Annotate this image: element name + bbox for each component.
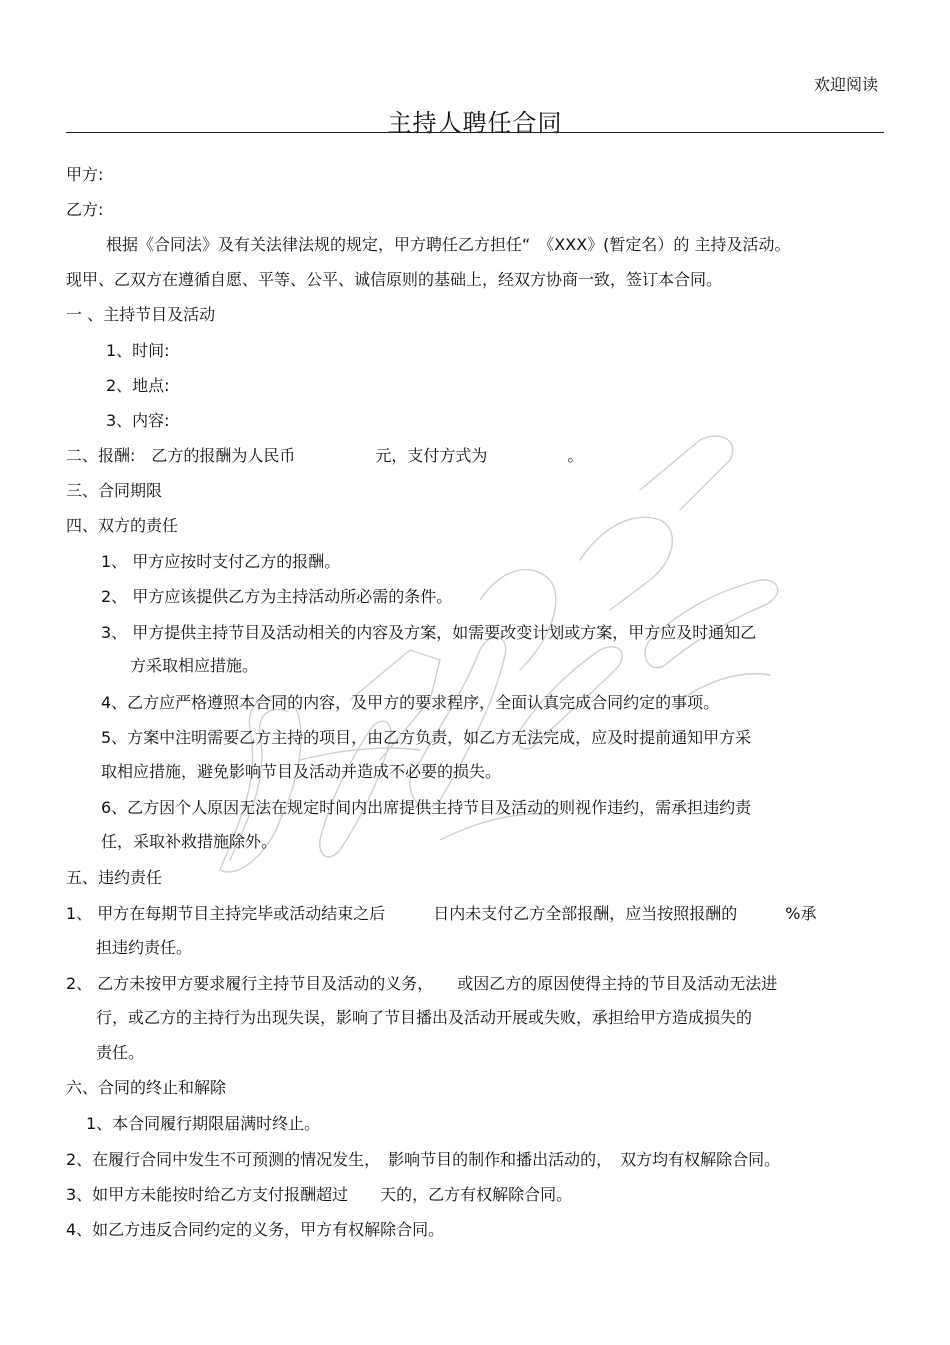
section-2-heading: 二、报酬: 乙方的报酬为人民币 元，支付方式为 。: [66, 446, 584, 465]
section-5-heading: 五、违约责任: [66, 868, 163, 887]
title-divider: [66, 132, 884, 133]
section-4-item-5-line-2: 取相应措施，避免影响节目及活动并造成不必要的损失。: [101, 762, 502, 781]
section-5-item-1-line-2: 担违约责任。: [96, 938, 193, 957]
section-4-item-6-line-2: 任，采取补救措施除外。: [101, 832, 278, 851]
section-1-item-content: 3、内容:: [106, 411, 170, 430]
section-3-heading: 三、合同期限: [66, 481, 163, 500]
section-6-item-2: 2、在履行合同中发生不可预测的情况发生， 影响节目的制作和播出活动的， 双方均有权解除合同。: [66, 1150, 781, 1169]
section-4-heading: 四、双方的责任: [66, 516, 179, 535]
section-6-item-1: 1、本合同履行期限届满时终止。: [86, 1114, 321, 1133]
header-note: 欢迎阅读: [813, 75, 878, 94]
section-4-item-5-line-1: 5、方案中注明需要乙方主持的项目，由乙方负责，如乙方无法完成，应及时提前通知甲方采: [101, 728, 752, 747]
party-a-label: 甲方:: [66, 165, 104, 184]
section-4-item-2: 2、 甲方应该提供乙方为主持活动所必需的条件。: [101, 587, 453, 606]
section-5-item-2-line-3: 责任。: [96, 1043, 145, 1062]
section-4-item-3-line-2: 方采取相应措施。: [130, 656, 259, 675]
section-6-heading: 六、合同的终止和解除: [66, 1078, 227, 1097]
document-title: 主持人聘任合同: [387, 109, 563, 137]
preamble-line-2: 现甲、乙双方在遵循自愿、平等、公平、诚信原则的基础上，经双方协商一致，签订本合同。: [66, 270, 723, 289]
section-5-item-2-line-1: 2、 乙方未按甲方要求履行主持节目及活动的义务， 或因乙方的原因使得主持的节目及活动无法进: [66, 974, 778, 993]
section-1-item-time: 1、时间:: [106, 341, 170, 360]
section-4-item-4: 4、乙方应严格遵照本合同的内容，及甲方的要求程序，全面认真完成合同约定的事项。: [101, 693, 720, 712]
section-4-item-3-line-1: 3、 甲方提供主持节目及活动相关的内容及方案，如需要改变计划或方案，甲方应及时通知乙: [101, 623, 757, 642]
section-6-item-3: 3、如甲方未能按时给乙方支付报酬超过 天的，乙方有权解除合同。: [66, 1185, 573, 1204]
section-1-heading: 一 、主持节目及活动: [66, 305, 216, 324]
section-6-item-4: 4、如乙方违反合同约定的义务，甲方有权解除合同。: [66, 1220, 445, 1239]
section-1-item-place: 2、地点:: [106, 376, 170, 395]
section-4-item-1: 1、 甲方应按时支付乙方的报酬。: [101, 552, 341, 571]
party-b-label: 乙方:: [66, 200, 104, 219]
section-5-item-1-line-1: 1、 甲方在每期节目主持完毕或活动结束之后 日内未支付乙方全部报酬，应当按照报酬的 %承: [66, 904, 817, 923]
section-5-item-2-line-2: 行，或乙方的主持行为出现失误，影响了节目播出及活动开展或失败，承担给甲方造成损失的: [96, 1008, 753, 1027]
preamble-line-1: 根据《合同法》及有关法律法规的规定，甲方聘任乙方担任“ 《XXX》(暂定名）的 主持及活动。: [106, 235, 791, 254]
section-4-item-6-line-1: 6、乙方因个人原因无法在规定时间内出席提供主持节目及活动的则视作违约，需承担违约责: [101, 798, 752, 817]
